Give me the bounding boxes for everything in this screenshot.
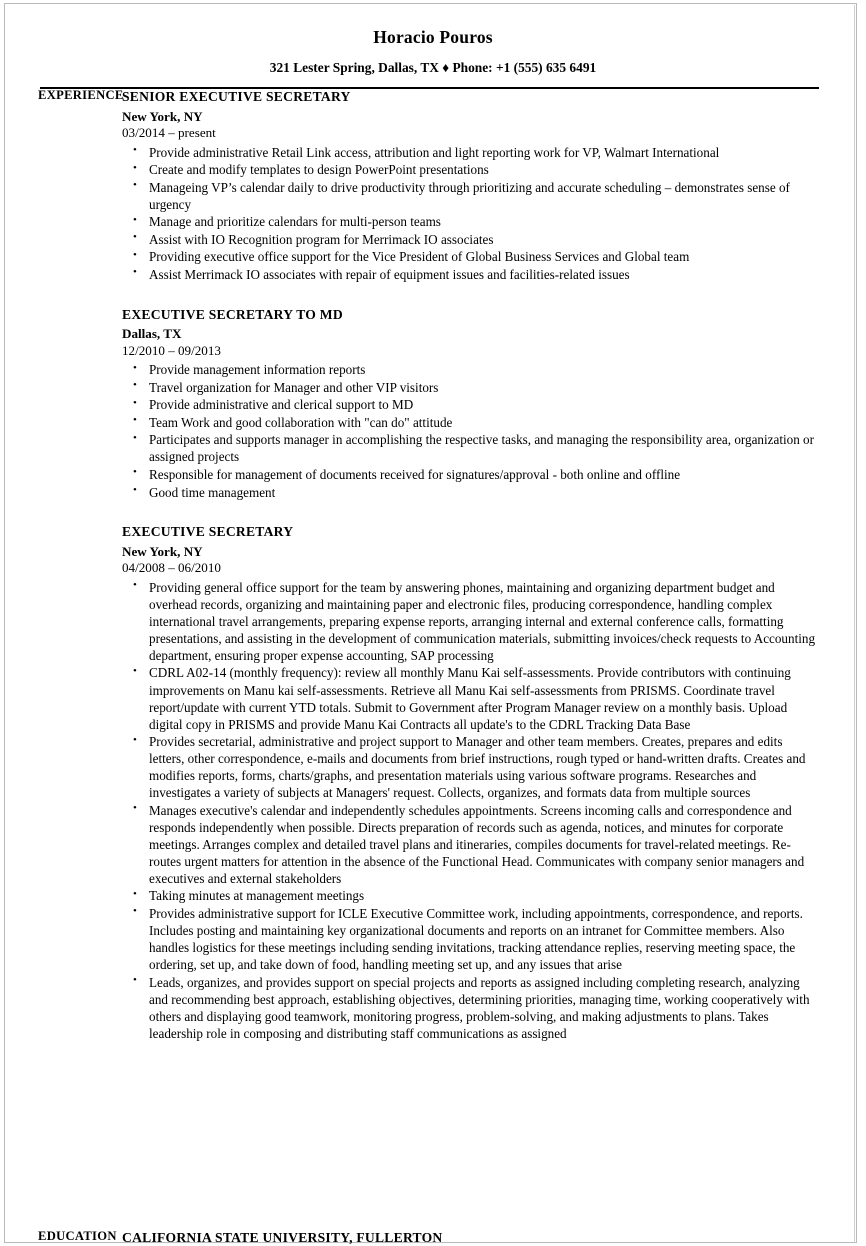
job-bullet: • Provides administrative support for ICLE Executive Committee work, including appointments, correspondence, and reports. Includes posting and maintaining key organizational documents and reports on an intranet for Committee members. Also handles logistics for these meetings including sending invitations, tracking attendance replies, reserving meeting space, the ordering, set up, and take down of food, handling meeting set up, and any issues that arise bbox=[122, 905, 815, 973]
job-bullet-list bbox=[122, 144, 815, 283]
job-bullet: • Assist Merrimack IO associates with repair of equipment issues and facilities-related issues bbox=[122, 266, 815, 283]
job-bullet: • Providing general office support for the team by answering phones, maintaining and organizing department budget and overhead records, organizing and maintaining paper and electronic files, producing correspondence, handling complex international travel arrangements, preparing expense reports, arranging internal and external conference calls, formatting presentations, and assisting in the development of communication materials, submitting invoices/check requests to Accounting department, ensuring proper expense accounting, SAP processing bbox=[122, 579, 815, 664]
job-bullet: • Provide management information reports bbox=[122, 361, 815, 378]
job-bullet: • Responsible for management of documents received for signatures/approval - both online and offline bbox=[122, 466, 815, 483]
education-school: CALIFORNIA STATE UNIVERSITY, FULLERTON bbox=[122, 1230, 443, 1245]
job-bullet: • Assist with IO Recognition program for Merrimack IO associates bbox=[122, 231, 815, 248]
job-location: New York, NY bbox=[122, 543, 203, 559]
education-label: EDUCATION bbox=[38, 1229, 117, 1243]
job-title: SENIOR EXECUTIVE SECRETARY bbox=[122, 88, 351, 104]
experience-section bbox=[0, 88, 866, 1042]
job-bullet: • Provides secretarial, administrative and project support to Manager and other team members. Creates, prepares and edits letters, other correspondence, e-mails and documents from brief instructions, rough typed or hand-written drafts. Creates and modifies reports, forms, charts/graphs, and presentation materials using various software programs. Researches and investigates a variety of subjects at Managers' request. Collects, organizes, and formats data from multiple sources bbox=[122, 733, 815, 801]
section-label: EXPERIENCE bbox=[38, 87, 124, 102]
job-location: New York, NY bbox=[122, 108, 203, 124]
job-bullet: • Good time management bbox=[122, 484, 815, 501]
job-bullet: • Manage and prioritize calendars for multi-person teams bbox=[122, 213, 815, 230]
job-spacer bbox=[122, 501, 815, 523]
job-dates: 04/2008 – 06/2010 bbox=[122, 560, 221, 576]
experience-sections bbox=[0, 88, 866, 1042]
job-bullet: • Providing executive office support for the Vice President of Global Business Services and Global team bbox=[122, 248, 815, 265]
job-bullet: • CDRL A02-14 (monthly frequency): review all monthly Manu Kai self-assessments. Provide contributors with continuing improvements on Manu kai self-assessments. Retrieve all Manu Kai self-assessments from PRISMS. Coordinate travel report/update with current YTD totals. Submit to Government after Program Manager review on a monthly basis. Upload digital copy in PRISMS and provide Manu Kai Contracts all update's to the CDRL Tracking Data Base bbox=[122, 664, 815, 732]
job-bullet-list bbox=[122, 579, 815, 1042]
job-bullet: • Provide administrative Retail Link access, attribution and light reporting work for VP, Walmart International bbox=[122, 144, 815, 161]
job-title: EXECUTIVE SECRETARY TO MD bbox=[122, 306, 343, 322]
job-bullet: • Create and modify templates to design PowerPoint presentations bbox=[122, 161, 815, 178]
job-spacer bbox=[122, 284, 815, 306]
job-bullet: • Travel organization for Manager and other VIP visitors bbox=[122, 379, 815, 396]
job-bullet: • Manages executive's calendar and independently schedules appointments. Screens incoming calls and correspondence and responds independently when possible. Directs preparation of records such as agenda, notices, and minutes for corporate meetings. Arranges complex and detailed travel plans and itineraries, compiles documents for travel-related meetings. Re-routes urgent matters for attention in the absence of the Functional Head. Communicates with company senior managers and executives and external stakeholders bbox=[122, 802, 815, 887]
job-bullet-list bbox=[122, 361, 815, 500]
job-bullet: • Team Work and good collaboration with "can do" attitude bbox=[122, 414, 815, 431]
job-dates: 12/2010 – 09/2013 bbox=[122, 342, 221, 358]
job-dates: 03/2014 – present bbox=[122, 125, 216, 141]
education-main bbox=[122, 1229, 866, 1246]
education-section bbox=[0, 1229, 866, 1246]
job-bullet: • Taking minutes at management meetings bbox=[122, 887, 815, 904]
job-bullet: • Manageing VP’s calendar daily to drive productivity through prioritizing and accurate scheduling – demonstrates sense of urgency bbox=[122, 179, 815, 213]
candidate-name: Horacio Pouros bbox=[373, 27, 493, 47]
section-body bbox=[122, 88, 866, 1042]
contact-line: 321 Lester Spring, Dallas, TX ♦ Phone: +1 (555) 635 6491 bbox=[269, 60, 597, 76]
job-bullet: • Participates and supports manager in accomplishing the respective tasks, and managing the responsibility area, organization or assigned projects bbox=[122, 431, 815, 465]
job-location: Dallas, TX bbox=[122, 326, 182, 342]
job-bullet: • Leads, organizes, and provides support on special projects and reports as assigned including completing research, analyzing and recommending best approach, establishing objectives, determining priorities, managing time, working cooperatively with others and displaying good teamwork, monitoring progress, problem-solving, and making adjustments to plans. Takes leadership role in composing and distributing staff communications as assigned bbox=[122, 974, 815, 1042]
job-title: EXECUTIVE SECRETARY bbox=[122, 524, 294, 540]
job-bullet: • Provide administrative and clerical support to MD bbox=[122, 396, 815, 413]
